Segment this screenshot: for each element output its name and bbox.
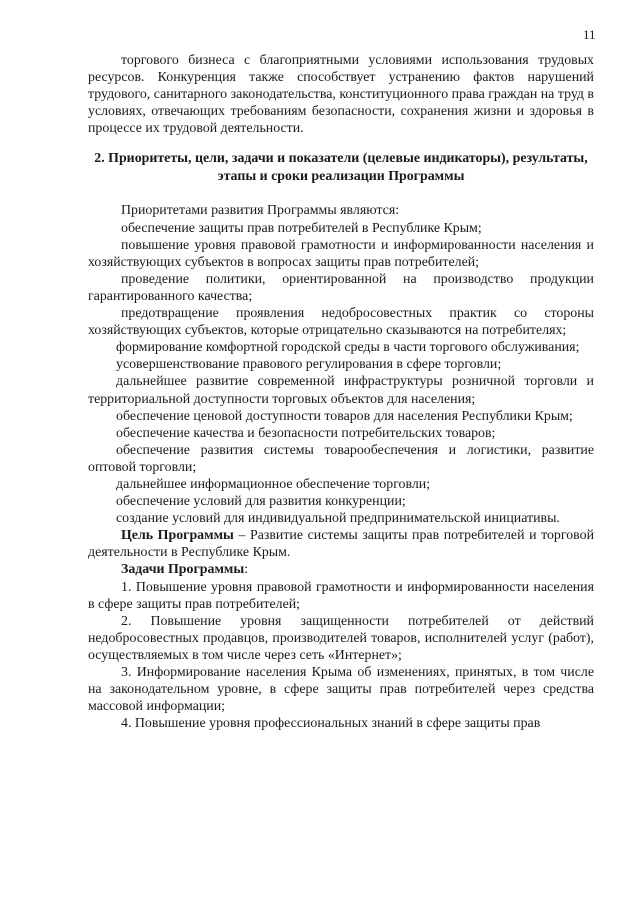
priority-item: обеспечение ценовой доступности товаров для населения Республики Крым;	[116, 408, 573, 424]
task-item: 4. Повышение уровня профессиональных знаний в сфере защиты прав	[121, 716, 541, 732]
goal-paragraph	[88, 527, 594, 561]
priority-item: повышение уровня правовой грамотности и информированности населения и хозяйствующих субъектов в вопросах защиты прав потребителей;	[88, 237, 594, 270]
priority-item: формирование комфортной городской среды в части торгового обслуживания;	[116, 340, 580, 356]
tasks-colon: :	[244, 562, 249, 578]
priority-item: обеспечение качества и безопасности потребительских товаров;	[116, 425, 496, 441]
priority-item: дальнейшее информационное обеспечение торговли;	[116, 476, 431, 492]
priority-item: обеспечение защиты прав потребителей в Республике Крым;	[121, 220, 482, 236]
document-body	[88, 52, 594, 732]
tasks-heading	[88, 561, 594, 578]
priority-item: предотвращение проявления недобросовестных практик со стороны хозяйствующих субъектов, которые отрицательно сказываются на потребителях;	[88, 306, 594, 339]
task-item: 1. Повышение уровня правовой грамотности и информированности населения в сфере защиты прав потребителей;	[88, 579, 594, 612]
goal-text: – Развитие системы защиты прав потребителей и торговой деятельности в Республике Крым.	[88, 528, 594, 561]
priority-item: усовершенствование правового регулирования в сфере торговли;	[116, 357, 502, 373]
goal-label: Цель Программы	[121, 528, 234, 544]
tasks-label: Задачи Программы	[121, 562, 245, 578]
priority-item: обеспечение условий для развития конкуренции;	[116, 494, 406, 510]
task-item: 3. Информирование населения Крыма об изменениях, принятых, в том числе на законодательном уровне, в сфере защиты прав потребителей через средства массовой информации;	[88, 665, 594, 715]
section-heading: 2. Приоритеты, цели, задачи и показатели (целевые индикаторы), результаты, этапы и сроки реализации Программы	[94, 151, 588, 184]
priority-item: дальнейшее развитие современной инфраструктуры розничной торговли и территориальной доступности торговых объектов для населения;	[88, 374, 594, 407]
task-item: 2. Повышение уровня защищенности потребителей от действий недобросовестных продавцов, производителей товаров, исполнителей услуг (работ), осуществляемых в том числе через сеть «Интернет»;	[88, 613, 594, 663]
priority-item: обеспечение развития системы товарообеспечения и логистики, развитие оптовой торговли;	[88, 442, 594, 475]
priority-item: создание условий для индивидуальной предпринимательской инициативы.	[116, 511, 560, 527]
page-number: 11	[583, 27, 596, 42]
priorities-intro: Приоритетами развития Программы являются:	[121, 203, 400, 219]
intro-paragraph: торгового бизнеса с благоприятными условиями использования трудовых ресурсов. Конкуренция также способствует устранению фактов нарушений трудового, санитарного законодательства, конституционного права граждан на труд в условиях, отвечающих требованиям безопасности, сохранения жизни и здоровья в процессе их трудовой деятельности.	[88, 53, 594, 137]
priority-item: проведение политики, ориентированной на производство продукции гарантированного качества;	[88, 271, 594, 304]
